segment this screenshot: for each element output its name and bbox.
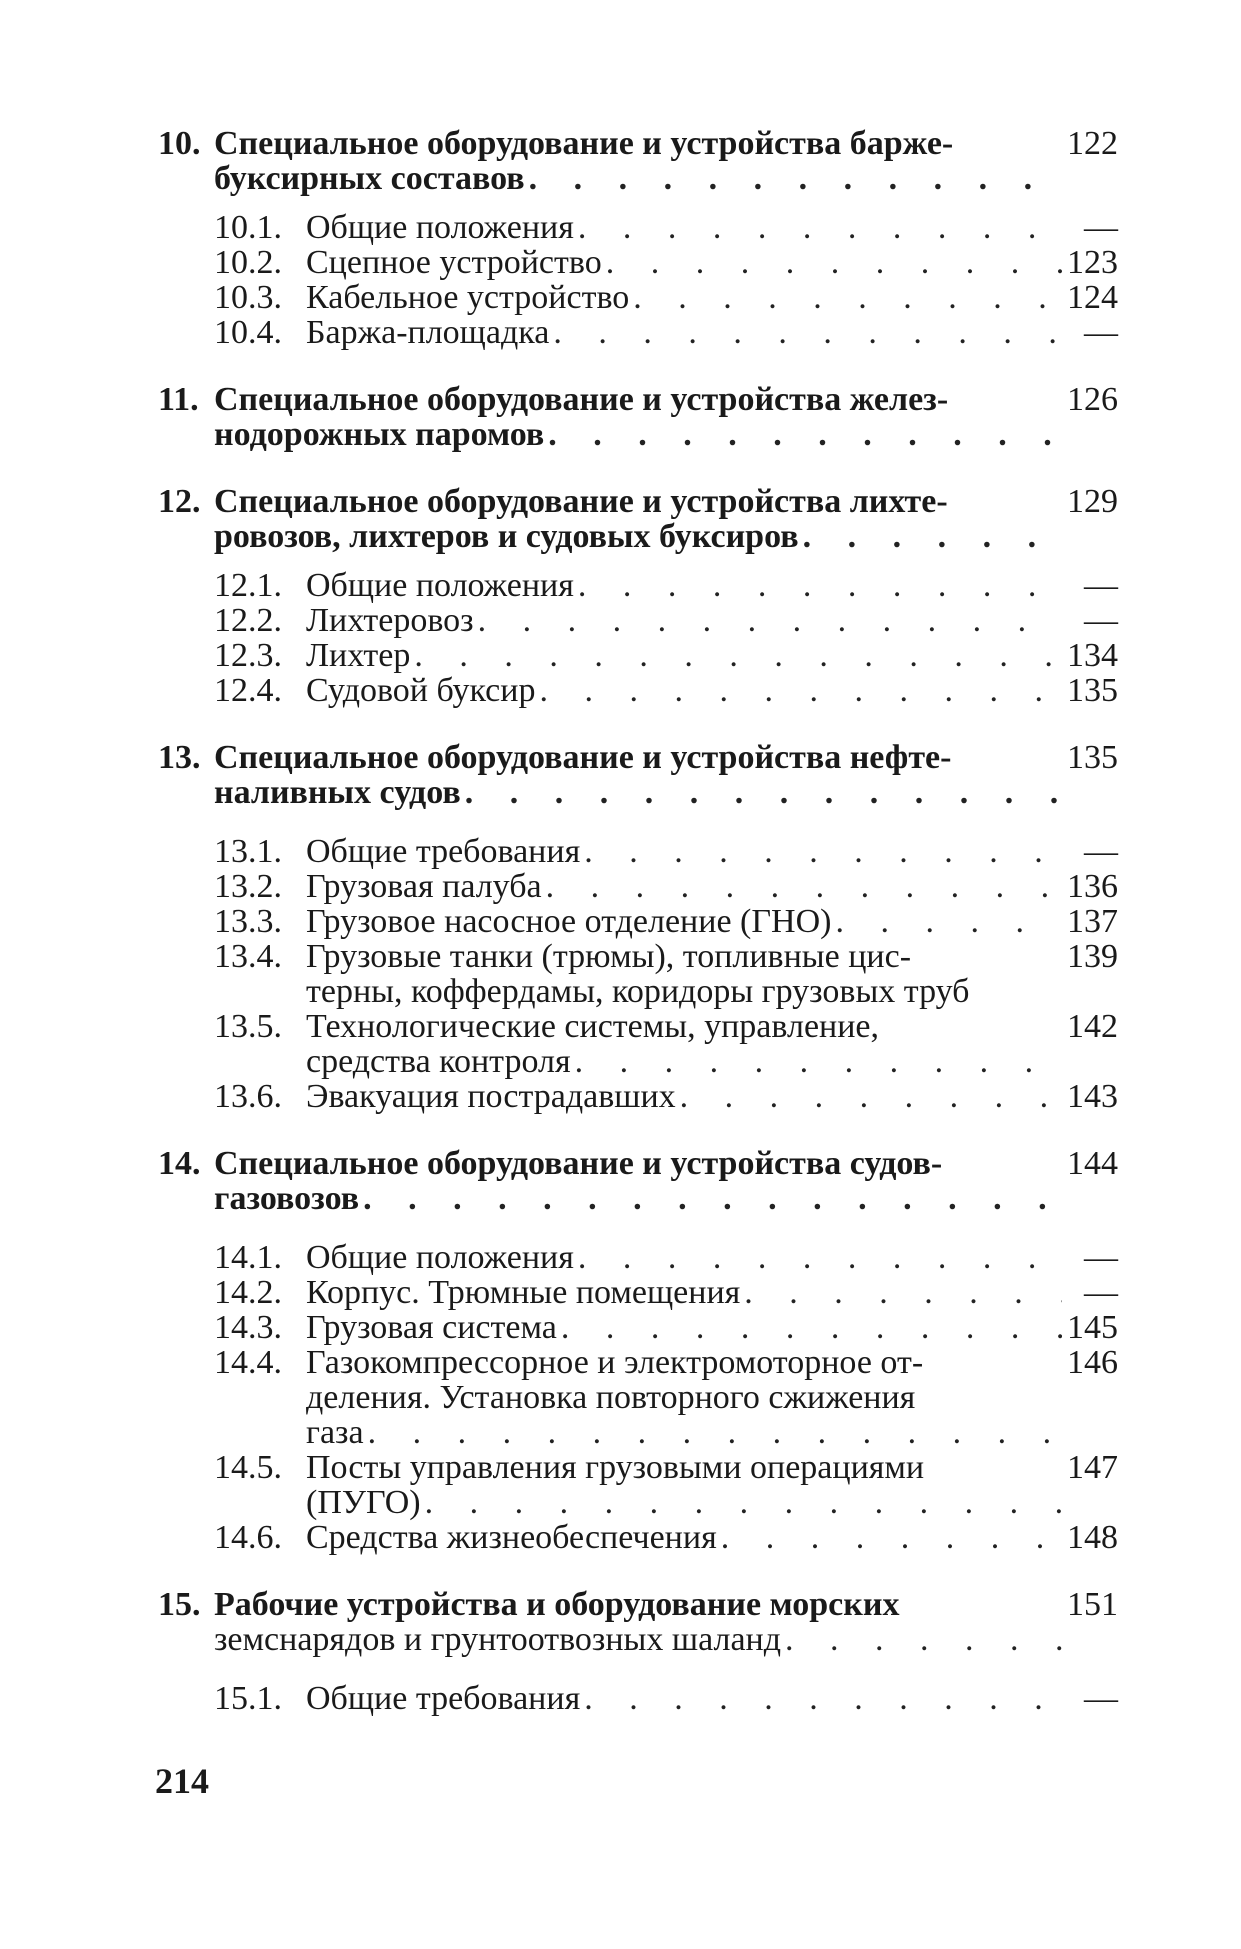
entry-line bbox=[306, 673, 1062, 708]
page-number: 122 bbox=[1067, 125, 1118, 162]
page-number: 124 bbox=[1067, 279, 1118, 316]
entry-title: Грузовая палуба bbox=[306, 868, 542, 905]
entry-line bbox=[306, 603, 1062, 638]
heading-line: Специальное оборудование и устройства нефте- bbox=[214, 739, 952, 776]
entry-line bbox=[306, 1044, 1062, 1079]
heading-line: Специальное оборудование и устройства желез- bbox=[214, 381, 949, 418]
subsection-list bbox=[158, 568, 1118, 708]
page-number: 145 bbox=[1067, 1309, 1118, 1346]
toc-entry[interactable] bbox=[158, 1345, 1118, 1450]
page-number: — bbox=[1084, 1239, 1118, 1276]
toc-entry[interactable] bbox=[158, 280, 1118, 315]
subsection-list bbox=[158, 834, 1118, 1114]
dot-leader bbox=[574, 210, 1062, 245]
entry-line bbox=[306, 1310, 1062, 1345]
dot-leader bbox=[571, 1044, 1062, 1079]
dot-leader bbox=[535, 673, 1062, 708]
heading-line: нодорожных паромов bbox=[214, 416, 545, 453]
entry-line bbox=[306, 974, 1062, 1009]
entry-title: Кабельное устройство bbox=[306, 279, 630, 316]
entry-number: 10.1. bbox=[214, 209, 282, 246]
toc-entry[interactable] bbox=[158, 1450, 1118, 1520]
entry-title: Посты управления грузовыми операциями bbox=[306, 1449, 925, 1486]
dot-leader bbox=[525, 161, 1062, 196]
entry-text bbox=[306, 939, 1062, 1009]
entry-title: Баржа-площадка bbox=[306, 314, 550, 351]
entry-number: 13.1. bbox=[214, 833, 282, 870]
toc-entry[interactable] bbox=[158, 869, 1118, 904]
entry-title: Лихтер bbox=[306, 637, 411, 674]
entry-title: Судовой буксир bbox=[306, 672, 536, 709]
toc-section-11 bbox=[158, 382, 1118, 452]
entry-line bbox=[306, 210, 1062, 245]
toc-section-14 bbox=[158, 1146, 1118, 1555]
heading-line-last bbox=[214, 417, 1062, 452]
entry-line bbox=[306, 834, 1062, 869]
entry-number: 14.3. bbox=[214, 1309, 282, 1346]
subsection-list bbox=[158, 1681, 1118, 1716]
entry-text bbox=[306, 1345, 1062, 1450]
page-number: 143 bbox=[1067, 1078, 1118, 1115]
section-number: 15. bbox=[158, 1586, 201, 1623]
toc-entry[interactable] bbox=[158, 568, 1118, 603]
entry-title: газа bbox=[306, 1414, 364, 1451]
dot-leader bbox=[549, 315, 1062, 350]
page-number: 136 bbox=[1067, 868, 1118, 905]
entry-line bbox=[306, 568, 1062, 603]
entry-number: 13.3. bbox=[214, 903, 282, 940]
section-number: 11. bbox=[158, 381, 199, 418]
page-number: 147 bbox=[1067, 1449, 1118, 1486]
entry-title: Общие требования bbox=[306, 1680, 581, 1717]
toc-entry[interactable] bbox=[158, 1520, 1118, 1555]
toc-entry[interactable] bbox=[158, 1240, 1118, 1275]
folio-page-number: 214 bbox=[155, 1761, 209, 1801]
dot-leader bbox=[544, 417, 1062, 452]
toc-heading[interactable] bbox=[158, 1587, 1118, 1657]
toc-entry[interactable] bbox=[158, 1310, 1118, 1345]
heading-line: наливных судов bbox=[214, 774, 461, 811]
dot-leader bbox=[580, 1681, 1062, 1716]
entry-number: 14.6. bbox=[214, 1519, 282, 1556]
page-number: — bbox=[1084, 1680, 1118, 1717]
toc-entry[interactable] bbox=[158, 1275, 1118, 1310]
toc-entry[interactable] bbox=[158, 1681, 1118, 1716]
page-number: 148 bbox=[1067, 1519, 1118, 1556]
page-number: 151 bbox=[1067, 1586, 1118, 1623]
toc-entry[interactable] bbox=[158, 1079, 1118, 1114]
entry-title: (ПУГО) bbox=[306, 1484, 421, 1521]
entry-number: 14.4. bbox=[214, 1344, 282, 1381]
subsection-list bbox=[158, 1240, 1118, 1555]
dot-leader bbox=[629, 280, 1062, 315]
heading-text bbox=[214, 740, 1062, 810]
entry-line bbox=[306, 315, 1062, 350]
entry-number: 13.5. bbox=[214, 1008, 282, 1045]
page-number: — bbox=[1084, 602, 1118, 639]
entry-title: Грузовые танки (трюмы), топливные цис- bbox=[306, 938, 912, 975]
page-number: — bbox=[1084, 567, 1118, 604]
entry-number: 10.2. bbox=[214, 244, 282, 281]
section-number: 14. bbox=[158, 1145, 201, 1182]
dot-leader bbox=[676, 1079, 1062, 1114]
entry-line bbox=[306, 280, 1062, 315]
heading-line: Специальное оборудование и устройства барже- bbox=[214, 125, 954, 162]
entry-title: деления. Установка повторного сжижения bbox=[306, 1379, 916, 1416]
entry-line bbox=[306, 1240, 1062, 1275]
section-number: 13. bbox=[158, 739, 201, 776]
entry-title: Общие положения bbox=[306, 567, 574, 604]
dot-leader bbox=[574, 568, 1062, 603]
entry-title: Лихтеровоз bbox=[306, 602, 474, 639]
entry-title: средства контроля bbox=[306, 1043, 571, 1080]
page-number: — bbox=[1084, 314, 1118, 351]
entry-line bbox=[306, 1520, 1062, 1555]
page-number: 135 bbox=[1067, 672, 1118, 709]
section-number: 10. bbox=[158, 125, 201, 162]
page-number: — bbox=[1084, 209, 1118, 246]
entry-number: 14.5. bbox=[214, 1449, 282, 1486]
dot-leader bbox=[542, 869, 1062, 904]
heading-line-last bbox=[214, 1622, 1062, 1657]
entry-line bbox=[306, 638, 1062, 673]
entry-title: Грузовое насосное отделение (ГНО) bbox=[306, 903, 832, 940]
toc-heading[interactable] bbox=[158, 382, 1118, 452]
heading-line: земснарядов и грунтоотвозных шаланд bbox=[214, 1621, 782, 1658]
page-number: 144 bbox=[1067, 1145, 1118, 1182]
entry-number: 14.1. bbox=[214, 1239, 282, 1276]
toc-heading[interactable] bbox=[158, 484, 1118, 554]
entry-title: Сцепное устройство bbox=[306, 244, 602, 281]
dot-leader bbox=[359, 1181, 1062, 1216]
heading-line: Специальное оборудование и устройства лихте- bbox=[214, 483, 948, 520]
heading-text bbox=[214, 1146, 1062, 1216]
dot-leader bbox=[740, 1275, 1062, 1310]
page-number: 142 bbox=[1067, 1008, 1118, 1045]
dot-leader bbox=[461, 775, 1062, 810]
entry-text bbox=[306, 1009, 1062, 1079]
toc-entry[interactable] bbox=[158, 834, 1118, 869]
section-number: 12. bbox=[158, 483, 201, 520]
toc-entry[interactable] bbox=[158, 939, 1118, 1009]
entry-text bbox=[306, 1450, 1062, 1520]
entry-number: 15.1. bbox=[214, 1680, 282, 1717]
toc-section-15 bbox=[158, 1587, 1118, 1716]
entry-title: Общие положения bbox=[306, 209, 574, 246]
heading-text bbox=[214, 126, 1062, 196]
entry-line bbox=[306, 1681, 1062, 1716]
heading-line: Рабочие устройства и оборудование морских bbox=[214, 1586, 900, 1623]
entry-number: 10.4. bbox=[214, 314, 282, 351]
dot-leader bbox=[781, 1622, 1062, 1657]
page-number: — bbox=[1084, 833, 1118, 870]
heading-line: Специальное оборудование и устройства судов- bbox=[214, 1145, 943, 1182]
entry-title: терны, коффердамы, коридоры грузовых труб bbox=[306, 973, 970, 1010]
page-number: 126 bbox=[1067, 381, 1118, 418]
heading-text bbox=[214, 382, 1062, 452]
dot-leader bbox=[557, 1310, 1062, 1345]
dot-leader bbox=[364, 1415, 1062, 1450]
dot-leader bbox=[410, 638, 1062, 673]
heading-line: буксирных составов bbox=[214, 160, 525, 197]
toc-entry[interactable] bbox=[158, 1009, 1118, 1079]
heading-text bbox=[214, 484, 1062, 554]
toc-heading[interactable] bbox=[158, 740, 1118, 810]
page-number: 137 bbox=[1067, 903, 1118, 940]
dot-leader bbox=[831, 904, 1062, 939]
toc-heading[interactable] bbox=[158, 1146, 1118, 1216]
heading-line-last bbox=[214, 519, 1062, 554]
entry-title: Грузовая система bbox=[306, 1309, 557, 1346]
entry-number: 13.4. bbox=[214, 938, 282, 975]
entry-title: Эвакуация пострадавших bbox=[306, 1078, 676, 1115]
entry-line bbox=[306, 869, 1062, 904]
entry-number: 14.2. bbox=[214, 1274, 282, 1311]
entry-number: 12.3. bbox=[214, 637, 282, 674]
page-number: — bbox=[1084, 1274, 1118, 1311]
entry-line bbox=[306, 1415, 1062, 1450]
entry-title: Средства жизнеобеспечения bbox=[306, 1519, 717, 1556]
entry-number: 13.2. bbox=[214, 868, 282, 905]
entry-number: 13.6. bbox=[214, 1078, 282, 1115]
dot-leader bbox=[717, 1520, 1062, 1555]
page-number: 139 bbox=[1067, 938, 1118, 975]
heading-line-last bbox=[214, 1181, 1062, 1216]
heading-text bbox=[214, 1587, 1062, 1657]
toc-heading[interactable] bbox=[158, 126, 1118, 196]
dot-leader bbox=[474, 603, 1062, 638]
entry-title: Технологические системы, управление, bbox=[306, 1008, 880, 1045]
entry-line bbox=[306, 1079, 1062, 1114]
heading-line-last bbox=[214, 161, 1062, 196]
toc-entry[interactable] bbox=[158, 245, 1118, 280]
entry-title: Общие требования bbox=[306, 833, 581, 870]
toc-section-13 bbox=[158, 740, 1118, 1114]
entry-title: Общие положения bbox=[306, 1239, 574, 1276]
entry-line bbox=[306, 1275, 1062, 1310]
toc-entry[interactable] bbox=[158, 904, 1118, 939]
entry-line bbox=[306, 245, 1062, 280]
heading-line-last bbox=[214, 775, 1062, 810]
entry-number: 10.3. bbox=[214, 279, 282, 316]
toc-entry[interactable] bbox=[158, 603, 1118, 638]
entry-number: 12.4. bbox=[214, 672, 282, 709]
entry-title: Корпус. Трюмные помещения bbox=[306, 1274, 741, 1311]
table-of-contents bbox=[158, 126, 1118, 1748]
dot-leader bbox=[574, 1240, 1062, 1275]
toc-entry[interactable] bbox=[158, 673, 1118, 708]
entry-line bbox=[306, 1485, 1062, 1520]
dot-leader bbox=[580, 834, 1062, 869]
subsection-list bbox=[158, 210, 1118, 350]
toc-section-10 bbox=[158, 126, 1118, 350]
toc-section-12 bbox=[158, 484, 1118, 708]
dot-leader bbox=[602, 245, 1062, 280]
toc-entry[interactable] bbox=[158, 315, 1118, 350]
page-number: 123 bbox=[1067, 244, 1118, 281]
page-number: 135 bbox=[1067, 739, 1118, 776]
page-number: 129 bbox=[1067, 483, 1118, 520]
heading-line: газовозов bbox=[214, 1180, 360, 1217]
entry-title: Газокомпрессорное и электромоторное от- bbox=[306, 1344, 924, 1381]
entry-number: 12.2. bbox=[214, 602, 282, 639]
toc-entry[interactable] bbox=[158, 638, 1118, 673]
page-number: 146 bbox=[1067, 1344, 1118, 1381]
heading-line: ровозов, лихтеров и судовых буксиров bbox=[214, 518, 799, 555]
entry-number: 12.1. bbox=[214, 567, 282, 604]
dot-leader bbox=[421, 1485, 1062, 1520]
page-number: 134 bbox=[1067, 637, 1118, 674]
dot-leader bbox=[799, 519, 1062, 554]
toc-entry[interactable] bbox=[158, 210, 1118, 245]
entry-line bbox=[306, 904, 1062, 939]
